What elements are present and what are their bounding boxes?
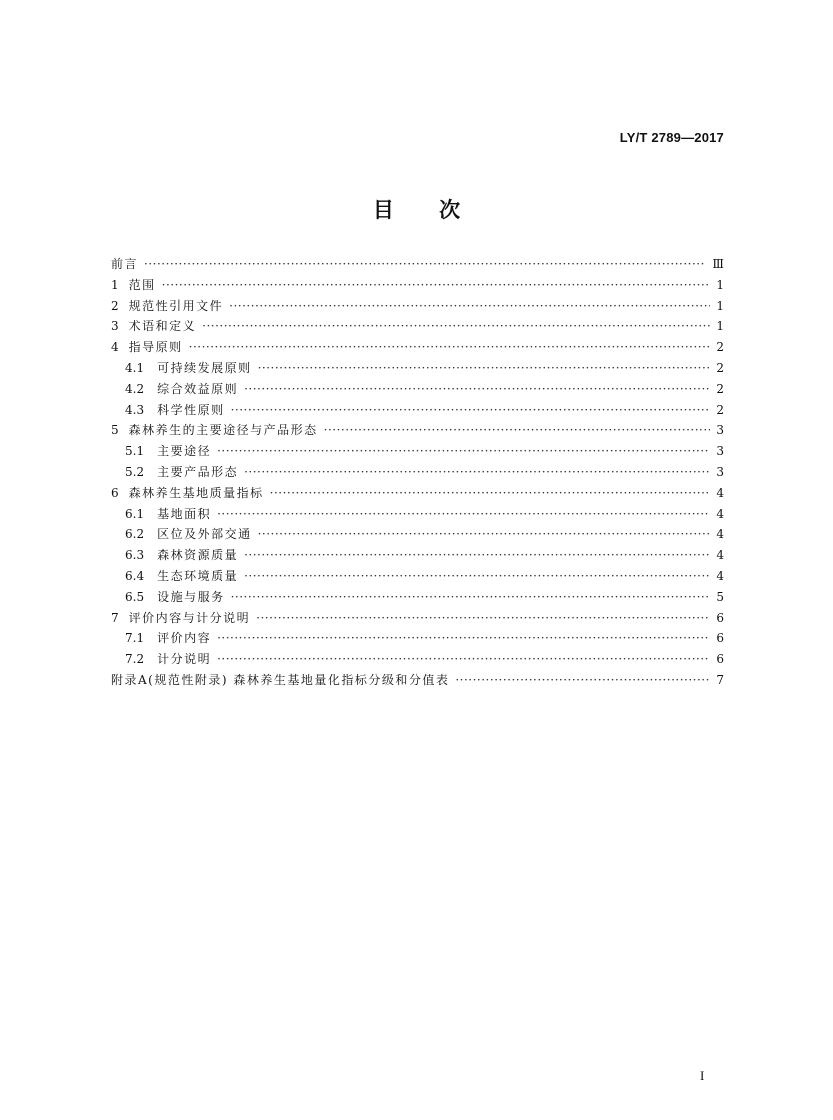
toc-entry-page: Ⅲ [712,257,724,271]
toc-leader-dots [231,403,710,417]
toc-entry-page: 4 [716,568,724,583]
toc-leader-dots [258,361,710,375]
toc-entry-page: 3 [716,423,724,438]
toc-entry-number: 6.1 [125,506,145,521]
toc-entry-title: 附录A(规范性附录) 森林养生基地量化指标分级和分值表 [111,672,450,687]
toc-entry-number: 4.2 [125,381,145,396]
toc-entry-title: 术语和定义 [128,319,197,334]
toc-entry-page: 7 [716,672,724,687]
toc-entry-title: 评价内容与计分说明 [128,610,251,625]
toc-entry[interactable] [111,588,724,609]
toc-leader-dots [324,423,710,437]
toc-leader-dots [144,257,706,271]
toc-entry-title: 计分说明 [157,652,212,667]
toc-entry-title: 可持续发展原则 [157,360,252,375]
toc-entry-title: 主要途径 [157,444,212,459]
toc-entry-number: 5.1 [125,444,145,459]
toc-entry-page: 6 [716,652,724,667]
toc-entry[interactable] [111,442,724,463]
toc-entry-page: 4 [716,506,724,521]
toc-entry-number: 2 [111,298,119,313]
toc-entry-number: 7 [111,610,119,625]
toc-entry-number: 7.2 [125,652,145,667]
toc-entry[interactable] [111,484,724,505]
toc-entry-page: 4 [716,527,724,542]
toc-entry-page: 6 [716,610,724,625]
toc-entry-title: 主要产品形态 [157,464,239,479]
toc-entry-page: 6 [716,631,724,646]
toc-leader-dots [258,527,710,541]
toc-entry[interactable] [111,671,724,692]
toc-entry[interactable] [111,359,724,380]
toc-leader-dots [244,382,710,396]
toc-entry-title: 设施与服务 [157,589,225,604]
toc-entry-page: 3 [716,464,724,479]
standard-number: LY/T 2789—2017 [619,130,724,145]
toc-entry-number: 5.2 [125,464,145,479]
toc-entry-number: 1 [111,277,119,292]
toc-entry[interactable] [111,338,724,359]
toc-entry-title: 基地面积 [157,506,212,521]
toc-entry-title: 科学性原则 [157,402,225,417]
toc-entry-title: 森林资源质量 [157,548,239,563]
toc-leader-dots [244,548,710,562]
toc-entry-number: 6 [111,485,119,500]
toc-entry[interactable] [111,401,724,422]
toc-entry-number: 4.1 [125,360,145,375]
toc-entry-page: 2 [716,402,724,417]
toc-entry-title: 前言 [111,257,139,271]
toc-entry[interactable] [111,546,724,567]
toc-leader-dots [231,590,710,604]
toc-entry-title: 区位及外部交通 [157,527,252,542]
toc-entry-page: 1 [716,298,724,313]
toc-entry[interactable] [111,609,724,630]
table-of-contents [111,255,724,692]
toc-leader-dots [217,652,710,666]
toc-entry[interactable] [111,463,724,484]
toc-leader-dots [189,340,710,354]
toc-leader-dots [217,507,710,521]
toc-leader-dots [229,299,710,313]
toc-entry-title: 规范性引用文件 [128,298,224,313]
toc-entry[interactable] [111,505,724,526]
toc-entry-page: 4 [716,485,724,500]
toc-entry-page: 2 [716,340,724,355]
toc-entry-number: 6.2 [125,527,145,542]
toc-entry-page: 2 [716,360,724,375]
toc-entry-page: 1 [716,319,724,334]
toc-entry[interactable] [111,525,724,546]
toc-entry-page: 1 [716,277,724,292]
toc-entry-page: 2 [716,381,724,396]
toc-entry-page: 3 [716,444,724,459]
toc-entry-title: 指导原则 [128,340,183,355]
toc-entry[interactable] [111,380,724,401]
toc-leader-dots [244,569,710,583]
page-number: I [700,1068,705,1083]
toc-entry-number: 6.3 [125,548,145,563]
toc-entry-title: 综合效益原则 [157,381,239,396]
toc-leader-dots [256,611,710,625]
toc-entry[interactable] [111,276,724,297]
toc-entry[interactable] [111,255,724,276]
toc-entry-number: 3 [111,319,119,334]
toc-entry-number: 5 [111,423,119,438]
toc-entry[interactable] [111,297,724,318]
toc-leader-dots [244,465,710,479]
toc-entry[interactable] [111,317,724,338]
toc-leader-dots [217,444,710,458]
toc-entry-title: 森林养生基地质量指标 [128,485,264,500]
toc-entry-page: 4 [716,548,724,563]
toc-title: 目 次 [372,198,461,222]
toc-entry-title: 森林养生的主要途径与产品形态 [128,423,318,438]
toc-entry-title: 评价内容 [157,631,212,646]
toc-entry[interactable] [111,567,724,588]
toc-entry-title: 范围 [128,277,156,292]
toc-entry[interactable] [111,650,724,671]
toc-entry-number: 6.4 [125,568,145,583]
toc-entry-number: 7.1 [125,631,145,646]
toc-leader-dots [202,319,710,333]
toc-entry-number: 4 [111,340,119,355]
toc-entry[interactable] [111,629,724,650]
toc-entry-title: 生态环境质量 [157,568,239,583]
toc-entry-number: 4.3 [125,402,145,417]
toc-leader-dots [270,486,710,500]
toc-entry-page: 5 [716,589,724,604]
toc-leader-dots [455,673,710,687]
toc-leader-dots [162,278,710,292]
toc-entry-number: 6.5 [125,589,145,604]
toc-entry[interactable] [111,421,724,442]
toc-leader-dots [217,631,710,645]
